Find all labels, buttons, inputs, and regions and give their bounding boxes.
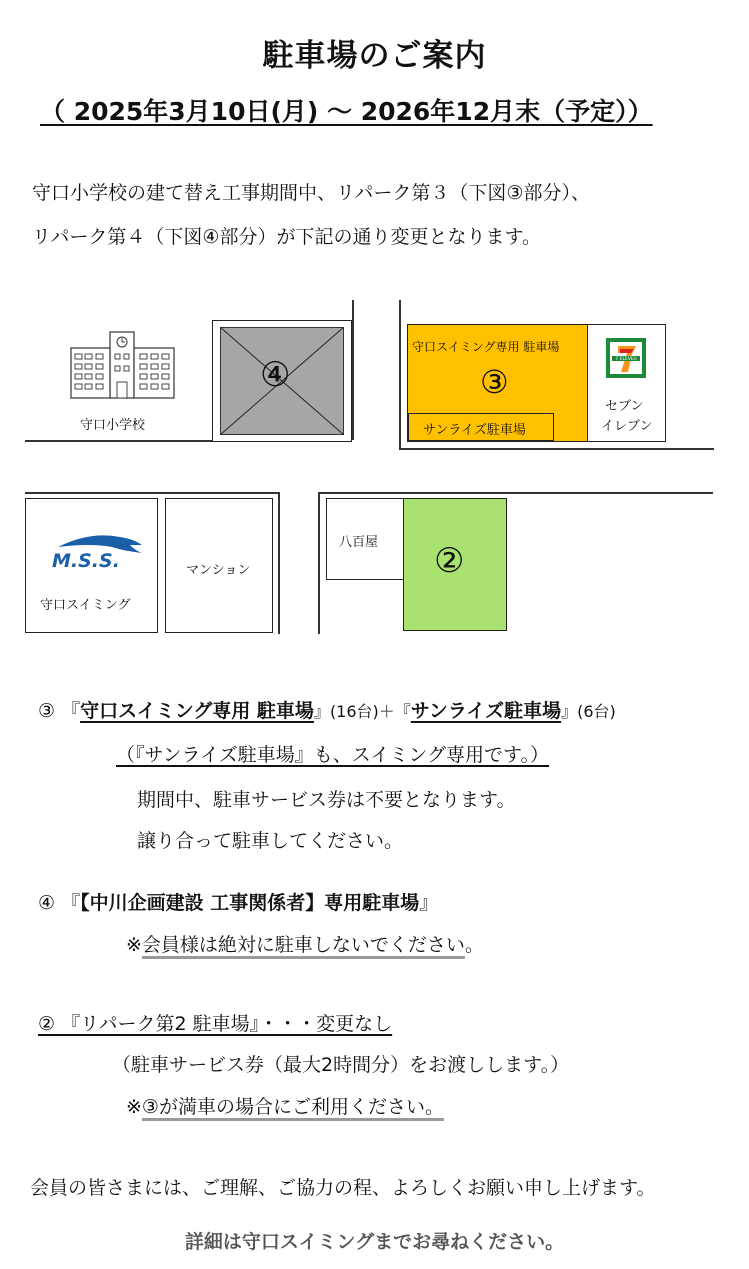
section-2-line-2: （駐車サービス券（最大2時間分）をお渡しします。）	[112, 1054, 570, 1076]
school-label: 守口小学校	[80, 418, 146, 433]
section-3-sunrise-lot: サンライズ駐車場	[410, 700, 562, 722]
section-4-warning: 会員様は絶対に駐車しないでください	[141, 934, 465, 956]
section-4-period: 。	[464, 934, 484, 956]
contact-text: 詳細は守口スイミングまでお尋ねください。	[184, 1231, 565, 1253]
lot-4-number: ④	[260, 355, 291, 395]
section-3-line-4: 譲り合って駐車してください。	[137, 830, 404, 852]
mss-logo-text: M.S.S.	[52, 550, 120, 571]
section-2-note-mark: ※	[126, 1096, 142, 1118]
section-4-title: 【中川企画建設 工事関係者】専用駐車場	[80, 892, 420, 914]
section-4-note-mark: ※	[126, 934, 142, 956]
intro-line-1: 守口小学校の建て替え工事期間中、リパーク第３（下図③部分）、	[32, 182, 590, 204]
section-3-prefix: ③ 『	[38, 700, 81, 722]
road-line	[318, 492, 320, 634]
section-4-line-1	[38, 888, 438, 915]
page-title: 駐車場のご案内	[262, 38, 487, 74]
seven-logo-text: 7 ELEVEn	[615, 357, 637, 362]
section-2-line-1: ② 『リパーク第2 駐車場』・・・変更なし	[38, 1013, 393, 1035]
mansion-label: マンション	[186, 563, 251, 578]
section-4-end: 』	[419, 892, 439, 914]
road-line	[25, 440, 213, 442]
seven-eleven-logo-icon	[606, 338, 646, 378]
mansion-building	[165, 498, 273, 633]
swimming-label: 守口スイミング	[40, 598, 131, 613]
seven-label-2: イレブン	[601, 419, 653, 434]
lot-3-number: ③	[480, 363, 509, 401]
road-line	[399, 300, 401, 448]
road-line	[399, 448, 714, 450]
section-4-prefix: ④ 『	[38, 892, 81, 914]
seven-label-1: セブン	[605, 399, 644, 414]
road-line	[25, 492, 280, 494]
yaoya-shop	[326, 498, 406, 580]
section-4-line-2	[126, 930, 484, 957]
parking-map	[0, 290, 749, 650]
section-3-line-2: （『サンライズ駐車場』も、スイミング専用です。）	[116, 744, 550, 766]
lot-2-area	[403, 498, 507, 631]
section-2-note: ③が満車の場合にご利用ください。	[141, 1096, 444, 1118]
section-3-line-3: 期間中、駐車サービス券は不要となります。	[137, 789, 516, 811]
lot-4-area	[212, 320, 352, 442]
seven-eleven-store	[587, 324, 666, 442]
section-3-swim-lot: 守口スイミング専用 駐車場	[80, 700, 314, 722]
lot-3-label: 守口スイミング専用 駐車場	[412, 340, 560, 354]
section-3-end: 』(6台)	[561, 702, 616, 721]
moriguchi-swimming-building	[25, 498, 158, 633]
intro-line-2: リパーク第４（下図④部分）が下記の通り変更となります。	[32, 226, 541, 248]
road-line	[352, 300, 354, 440]
section-3-line-1	[38, 696, 616, 723]
road-line	[278, 492, 280, 634]
yaoya-label: 八百屋	[339, 535, 379, 550]
mss-logo-icon	[50, 527, 142, 571]
closing-text: 会員の皆さまには、ご理解、ご協力の程、よろしくお願い申し上げます。	[30, 1177, 656, 1199]
period-text: （ 2025年3月10日(月) ～ 2026年12月末（予定））	[40, 97, 653, 126]
lot-3-area	[407, 324, 589, 442]
section-3-mid: 』(16台)＋『	[313, 702, 411, 721]
sunrise-lot-area	[408, 413, 554, 441]
school-building-icon	[70, 328, 176, 400]
lot-2-number: ②	[434, 541, 465, 581]
section-2-line-3	[126, 1092, 444, 1119]
sunrise-lot-label: サンライズ駐車場	[423, 423, 526, 438]
road-line	[318, 492, 713, 494]
